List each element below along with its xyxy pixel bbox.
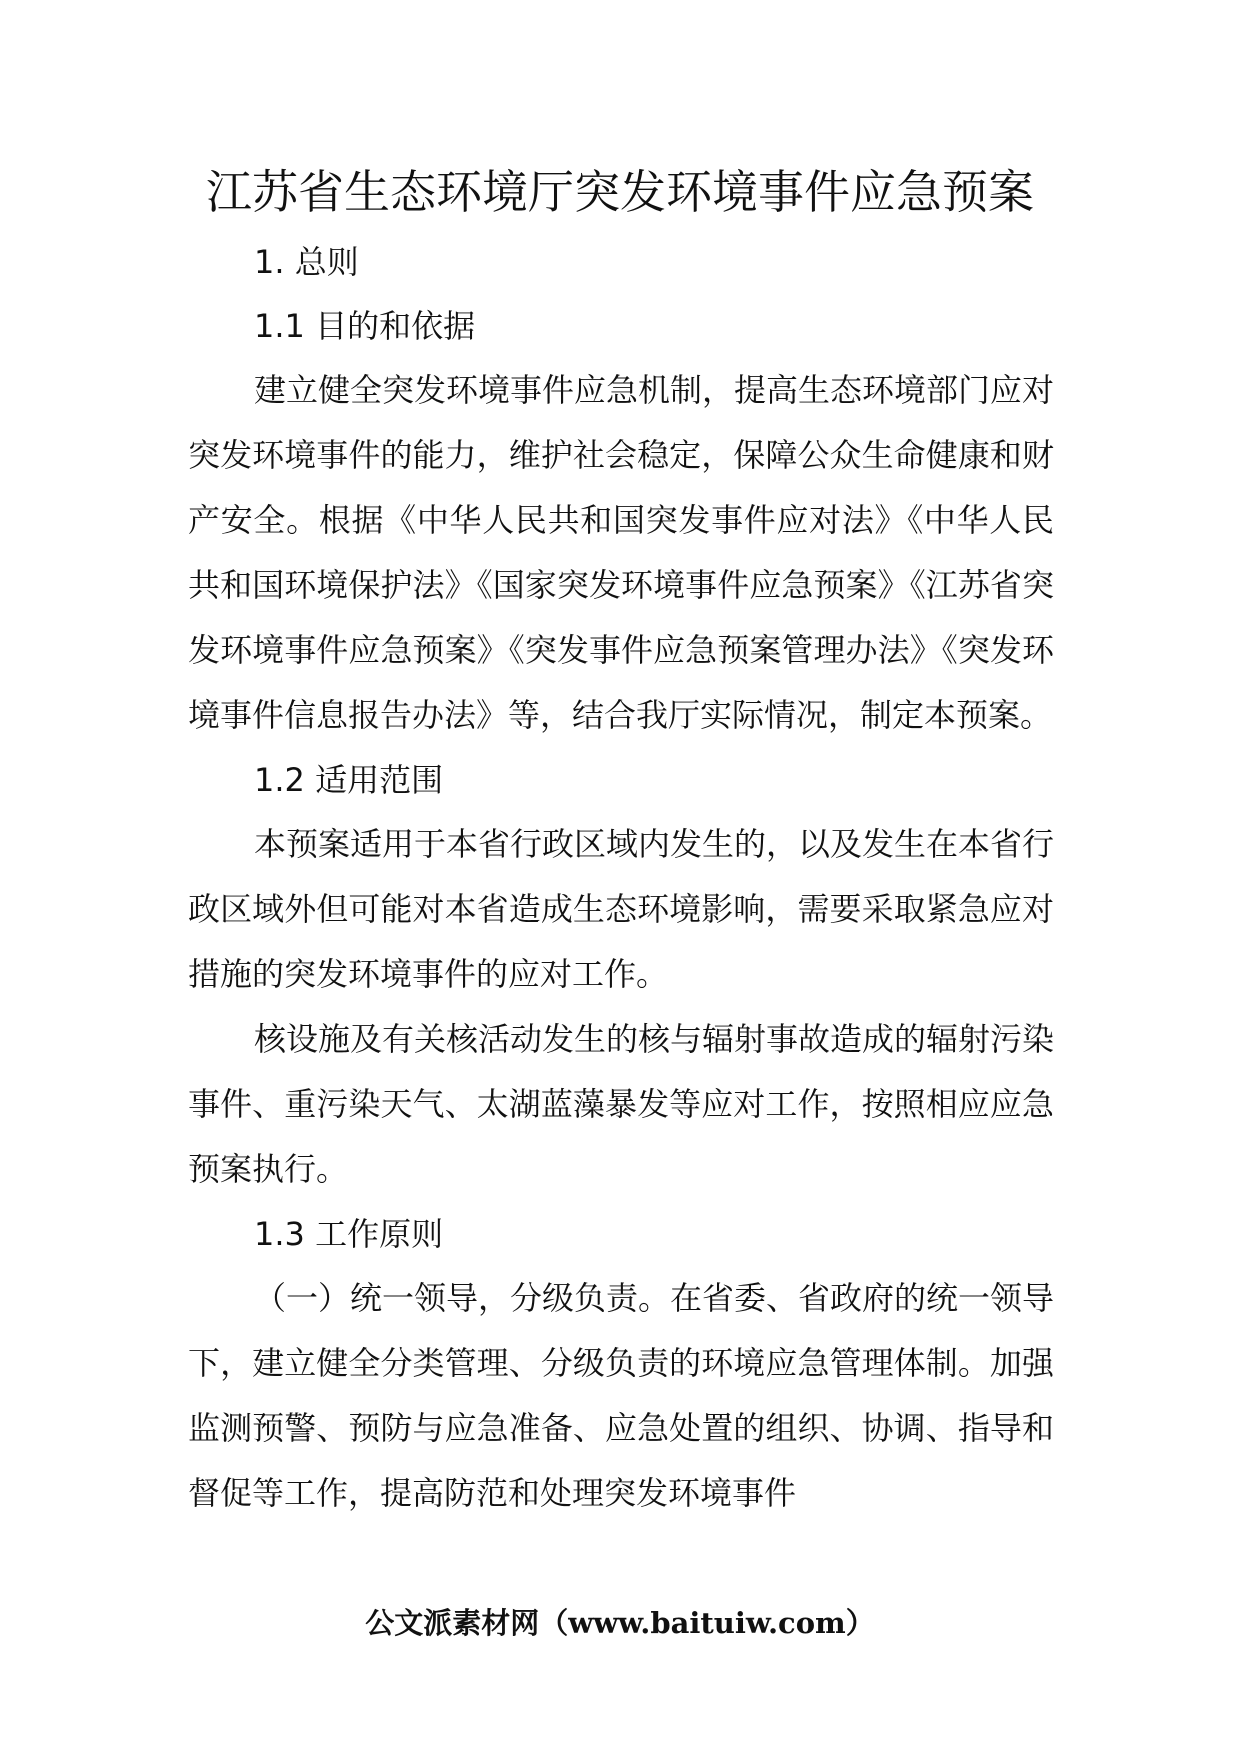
section-heading-purpose: 1.1 目的和依据 (254, 307, 476, 345)
document-title: 江苏省生态环境厅突发环境事件应急预案 (206, 165, 1034, 219)
paragraph-scope-2: 核设施及有关核活动发生的核与辐射事故造成的辐射污染事件、重污染天气、太湖蓝藻暴发等应对工作，按照相应应急预案执行。 (188, 1020, 1055, 1188)
section-heading-scope: 1.2 适用范围 (254, 761, 444, 799)
section-heading-general: 1. 总则 (254, 243, 359, 281)
document-body (188, 230, 1054, 1526)
paragraph-scope-1: 本预案适用于本省行政区域内发生的，以及发生在本省行政区域外但可能对本省造成生态环境影响，需要采取紧急应对措施的突发环境事件的应对工作。 (188, 825, 1055, 993)
footer-source: 公文派素材网（www.baituiw.com） (365, 1606, 875, 1640)
section-heading-principles: 1.3 工作原则 (254, 1215, 444, 1253)
paragraph-principle-1: （一）统一领导，分级负责。在省委、省政府的统一领导下，建立健全分类管理、分级负责的环境应急管理体制。加强监测预警、预防与应急准备、应急处置的组织、协调、指导和督促等工作，提高防范和处理突发环境事件 (188, 1279, 1055, 1512)
paragraph-purpose: 建立健全突发环境事件应急机制，提高生态环境部门应对突发环境事件的能力，维护社会稳定，保障公众生命健康和财产安全。根据《中华人民共和国突发事件应对法》《中华人民共和国环境保护法》《国家突发环境事件应急预案》《江苏省突发环境事件应急预案》《突发事件应急预案管理办法》《突发环境事件信息报告办法》等，结合我厅实际情况，制定本预案。 (188, 371, 1055, 734)
